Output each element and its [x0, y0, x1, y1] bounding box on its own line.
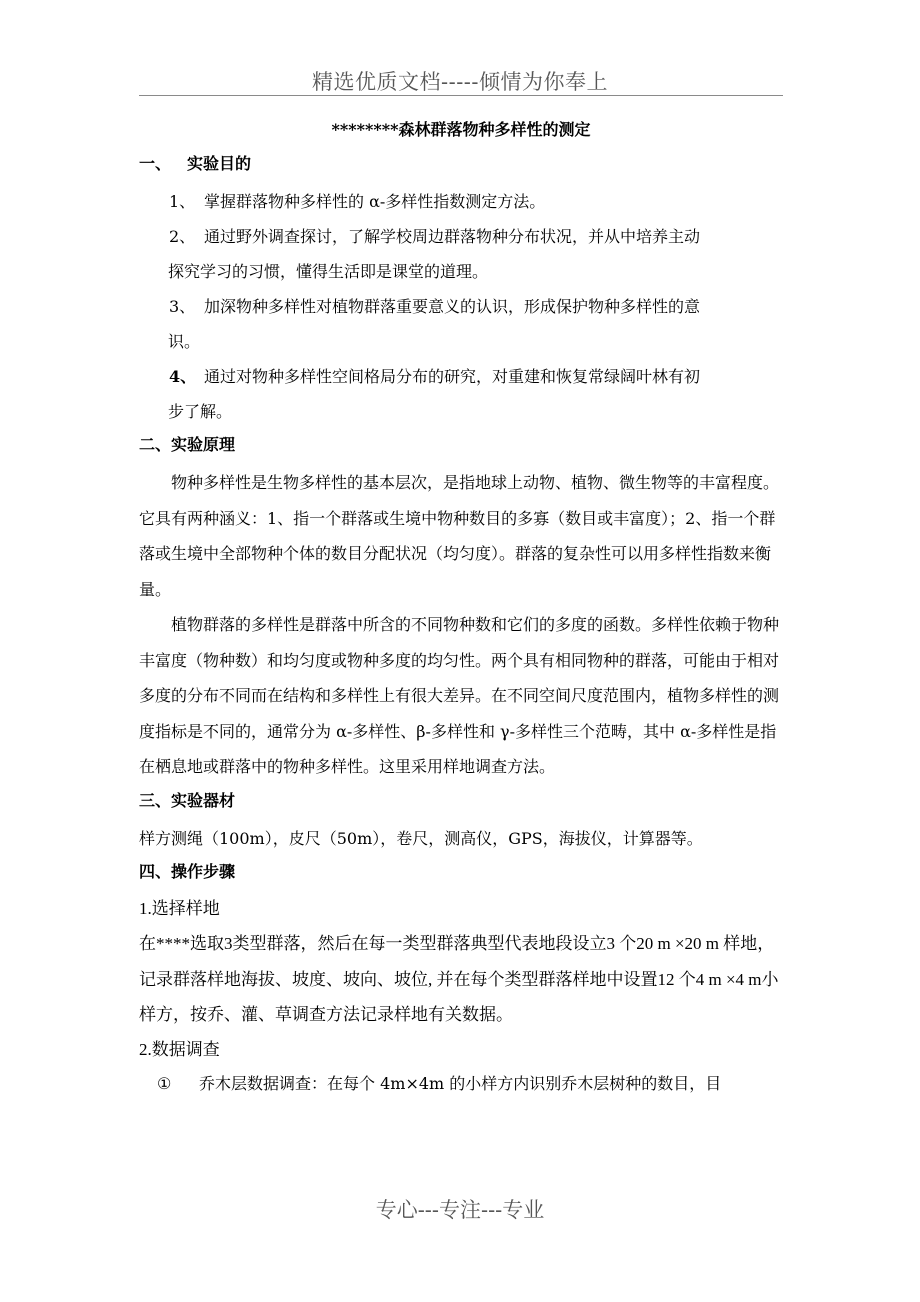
objective-text-cont: 识。 — [168, 332, 201, 351]
step-2-title: 2.数据调查 — [139, 1039, 220, 1059]
document-title: ********森林群落物种多样性的测定 — [331, 120, 591, 139]
objective-number: 3、 — [169, 297, 196, 316]
objective-item-4 — [139, 359, 783, 429]
step-1-title: 1.选择样地 — [139, 899, 220, 918]
substep-1-text: 乔木层数据调查：在每个 4m×4m 的小样方内识别乔木层树种的数目，目 — [199, 1073, 722, 1093]
objective-text-cont: 步了解。 — [168, 402, 233, 421]
section-2-heading: 二、实验原理 — [139, 435, 236, 454]
substep-1 — [139, 1067, 783, 1101]
principle-paragraph-1: 物种多样性是生物多样性的基本层次，是指地球上动物、植物、微生物等的丰富程度。它具有两种涵义：1、指一个群落或生境中物种数目的多寡（数目或丰富度）；2、指一个群落或生境中全部物种个体的数目分配状况（均匀度）。群落的复杂性可以用多样性指数来衡量。 — [139, 473, 780, 599]
objective-text: 通过对物种多样性空间格局分布的研究，对重建和恢复常绿阔叶林有初 — [204, 367, 701, 386]
objective-item-1 — [139, 184, 783, 219]
objective-text: 加深物种多样性对植物群落重要意义的认识，形成保护物种多样性的意 — [204, 297, 701, 316]
section-4-heading: 四、操作步骤 — [139, 862, 236, 881]
materials-text: 样方测绳（100m），皮尺（50m），卷尺，测高仪，GPS，海拔仪，计算器等。 — [139, 828, 703, 848]
substep-1-mark: ① — [157, 1073, 172, 1093]
principle-paragraph-2: 植物群落的多样性是群落中所含的不同物种数和它们的多度的函数。多样性依赖于物种丰富度（物种数）和均匀度或物种多度的均匀性。两个具有相同物种的群落，可能由于相对多度的分布不同而在结构和多样性上有很大差异。在不同空间尺度范围内，植物多样性的测度指标是不同的，通常分为 α-多样性、β-多样性和 γ-多样性三个范畴，其中 α-多样性是指在栖息地或群落中的物种多样性。这里采用样地调查方法。 — [139, 615, 780, 776]
objective-text: 通过野外调查探讨，了解学校周边群落物种分布状况，并从中培养主动 — [204, 227, 701, 246]
section-3-heading: 三、实验器材 — [139, 790, 236, 810]
page-header: 精选优质文档-----倾情为你奉上 — [312, 70, 608, 94]
objective-number: 1、 — [169, 192, 196, 211]
step-1-text: 在****选取3类型群落，然后在每一类型群落典型代表地段设立3 个20 m ×20 m 样地， 记录群落样地海拔、坡度、坡向、坡位, 并在每个类型群落样地中设置12 个4 m ×4 m小样方，按乔、灌、草调查方法记录样地有关数据。 — [139, 934, 779, 1024]
objective-item-2 — [139, 219, 783, 289]
section-1-label: 实验目的 — [187, 154, 252, 173]
document-body — [139, 118, 783, 1101]
objective-number: 4、 — [169, 367, 197, 386]
header-divider — [139, 95, 783, 96]
section-1-number: 一、 — [139, 154, 172, 173]
page-footer: 专心---专注---专业 — [375, 1198, 545, 1222]
objective-number: 2、 — [169, 227, 196, 246]
objective-text: 掌握群落物种多样性的 α-多样性指数测定方法。 — [204, 192, 546, 211]
objective-item-3 — [139, 289, 783, 359]
section-1-heading — [139, 152, 783, 176]
objective-text-cont: 探究学习的习惯，懂得生活即是课堂的道理。 — [168, 262, 489, 281]
